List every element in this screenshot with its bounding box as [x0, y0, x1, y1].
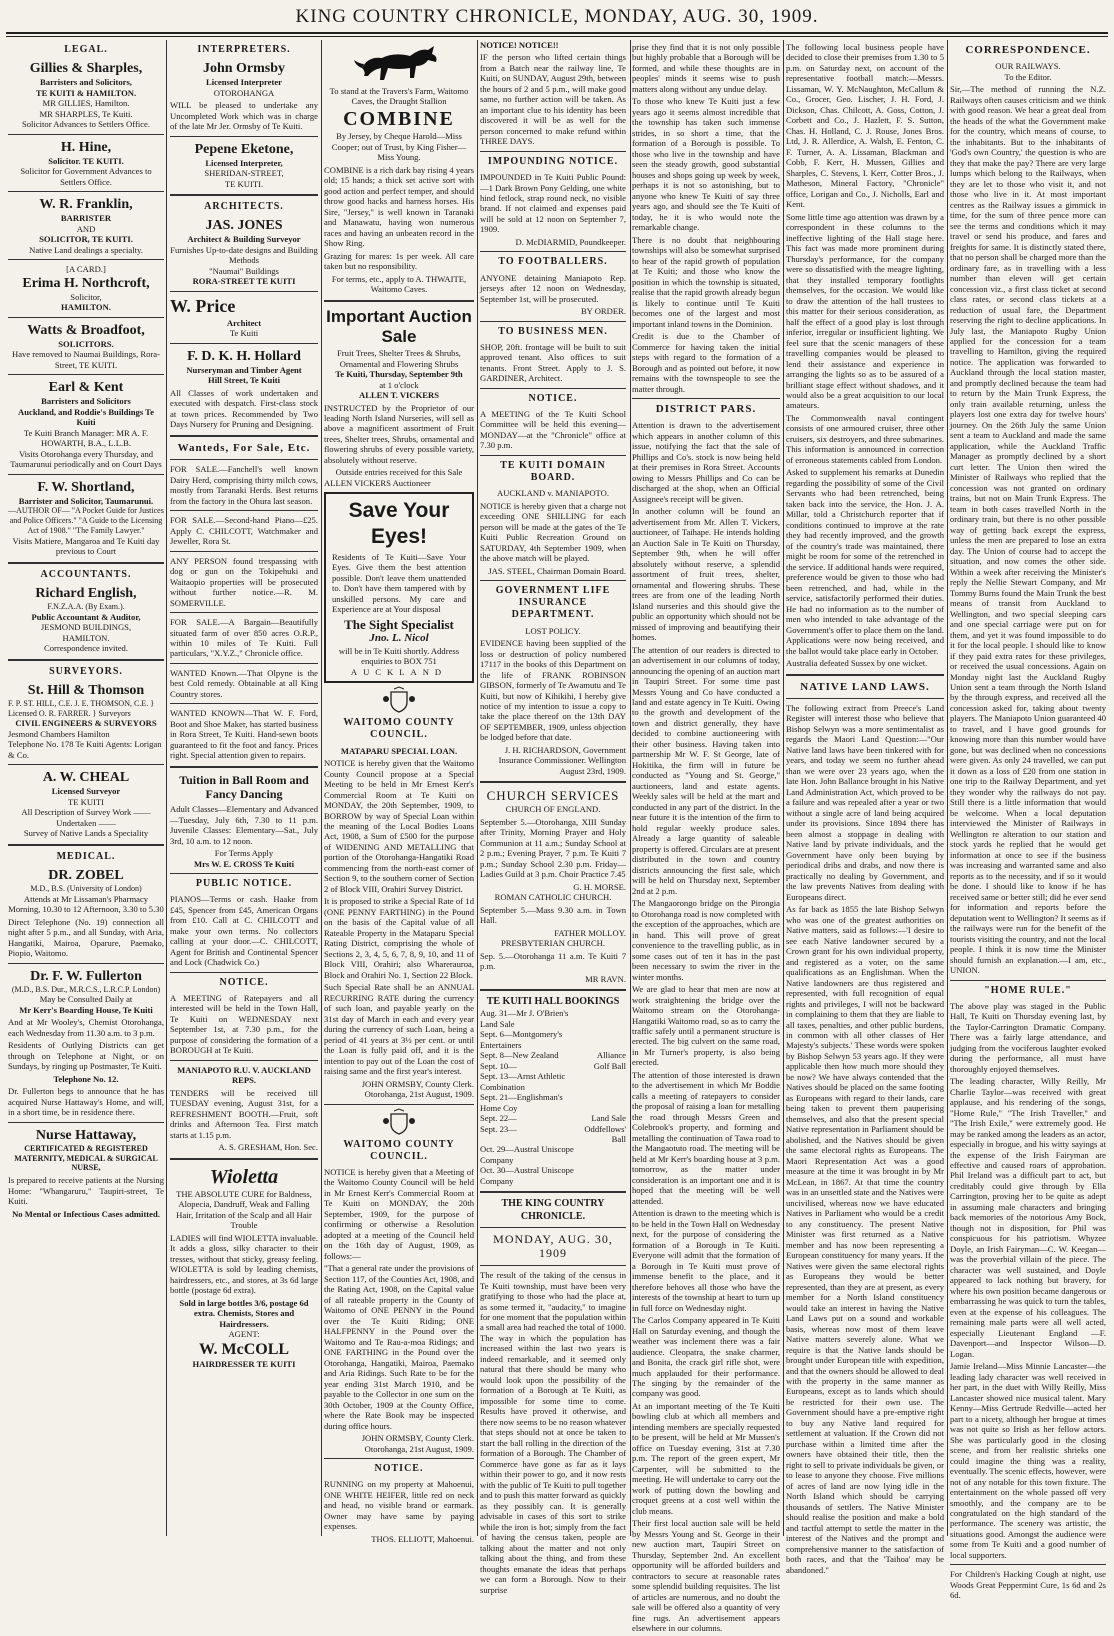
ad-name: Gillies & Sharples,: [29, 61, 143, 77]
ad-line: Auckland, and Roddie's Buildings Te Kuiti: [18, 406, 154, 428]
ad-line: CHURCH OF ENGLAND.: [505, 804, 601, 815]
table-row: [480, 1124, 626, 1145]
article-paragraph: The attention of our readers is directed to an advertisement in our columns of today, announcing the opening of an auction mart in Taupiri Street. For some time past Messrs Young and Co have conducted a land and estate agency in Te Kuiti. Owing to the growth and development of the town and district generally, they have decided to combine auctioneering with their other business. Having taken into partnership Mr W. F. St George, late of Hokitika, the firm will in future be conducted as "Young and St. George," auctioneers, land and estate agents. Weekly sales will be held at the mart and conducted in any part of the district. In the near future it is the intention of the firm to hold regular weekly produce sales. Already a large quantity of saleable property is offered. Circulars are at present distributed in the town and country districts announcing the first sale, which will be held on Thursday next, September 2nd at 2 p.m.: [632, 644, 780, 896]
ad-line: Visits Otorohanga every Thursday, and Taumarunui periodically and on Court Days: [10, 448, 162, 470]
ad-line: Jesmond Chambers Hamilton: [8, 728, 110, 739]
ad-line: Te Kuiti, Thursday, September 9th: [335, 369, 463, 380]
ad-line: Barrister and Solicitor, Taumarunui.: [18, 495, 154, 506]
ad-line: Licensed Surveyor: [51, 786, 121, 797]
ad-body: LADIES will find WIOLETTA invaluable. It adds a gloss, silky character to their tresses, without that sticky, greasy feeling. WIOLETTA is sold by leading chemists, hairdressers, etc., and stores, at 3s 6d large bottle (postage 6d extra).: [170, 1232, 318, 1296]
ad-name: Tuition in Ball Room and Fancy Dancing: [179, 772, 309, 802]
editorial-body: The result of the taking of the census in Te Kuiti township, must have been very gratifying to those who had the place at, as some termed it, "audacity," to imagine for one moment that the population within a small area had reached the total of 1000. The way in which the population has increased within the last two years is indeed remarkable, and it seemed only natural that there should be many who would look upon the possibility of the formation of a Borough at Te Kuiti, as impossible for some time to come. Results have proved it otherwise, and there now seems to be no reason whatever that steps should not at once be taken to start the ball rolling in the direction of the formation of a Borough. The Chamber of Commerce have gone as far as it lays within their power to go, and it now rests with the public of Te Kuiti to pull together and to push this matter forward as quickly as they possibly can. It is generally advisable in cases of this sort to strike while the iron is hot; simply from the fact of having the census taken, people are talking about the matter and not only talking about the thing, and from these thoughts emanate the ideas that perhaps we can form a Borough. Now to their surprise: [480, 1270, 626, 1595]
ad-line: ROMAN CATHOLIC CHURCH.: [494, 892, 612, 903]
column-news: [786, 40, 944, 1575]
ad-line: "Naumai" Buildings: [209, 265, 279, 276]
article-paragraph: As far back as 1855 the late Bishop Selwyn who was one of the greatest authorities on Native matters, said as follows:—'I desire to see each Native landowner secured by a Crown grant for his own individual property, and registered as a voter, on the same qualifications as an Englishman. When the Native landowners are thus registered and represented, with full recognition of equal rights and privileges, I will not be backward in complaining to them that they are liable to all taxes, penalties, and other public burdens, in common with all other classes of Her Majesty's subjects.' These words were spoken by Bishop Selwyn 53 years ago. If they were applicable then how much more should they be now? We have always contended that the Natives should be placed on the same footing as Europeans with regard to their lands, care being taken to prevent them pauperising themselves, and also that the present special Native representation in Parliament should be abolished, and the Natives should be given the same electoral rights as Europeans. The Maori Representation Act was a good measure at the time it was brought in by Mr McLean, in 1867. At that time the country was in an unsettled state and the Natives were uncivilised, whereas now we have educated Natives in Parliament who would be a credit to any constituency. The present Native Minister was first returned as a Native member and has now been representing a European constituency for many years. If the Natives were given the same electoral rights as Europeans they would be better represented, than they are at present, as every member for a North Island constituency would take an interest in having the Native Land Laws put on a sound and workable basis, whereas now most of them leave Native matters severely alone. What we require is that the Native lands should be brought under European title with expedition, and that the owners should be allowed to deal with the property in the same manner as Europeans, except as to lands which should be restricted for their own use. The Government should have a pre-emptive right to buy any Native land required for settlement at valuation. If the Crown did not purchase within a limited time after the owners have obtained their title, then the right to sell to private individuals be given, or to lease to anyone they choose. Five millions of acres of land are now lying idle in the North Island which should be carrying thousands of settlers. The Native Minister should realise the position and make a bold and tactful attempt to settle the matter in the interest of the Natives and the prompt and comprehensive manner to the satisfaction of both races, and that the 'Taihoa' may be abandoned.": [786, 904, 944, 1575]
ad-line: SOLICITOR, TE KUITI.: [39, 234, 133, 245]
table-row: [480, 1092, 626, 1113]
column-interpreters: [170, 40, 318, 1536]
article-paragraph: Their first local auction sale will be held by Messrs Young and St. George in their new auction mart, Taupiri Street on Thursday, September 2nd. An excellent opportunity will be afforded builders and contractors to secure at reasonable rates some splendid building requisites. The list of articles are numerous, and no doubt the sale will be offered also a quantity of very fine rugs. An advertisement appears elsewhere in our columns.: [632, 1518, 780, 1634]
notice-body: "That a general rate under the provisions of Section 117, of the Counties Act, 1908, and the Rating Act, 1908, on the Capital value of all rateable property in the County of Waitomo of ONE PENNY in the Pound over the Te Kuiti Riding; ONE HALFPENNY in the Pound over the Waitomo and Te Rau-a-moa Ridings; and ONE FARTHING in the Pound over the Otorohanga, Hangatiki, Mairoa, Paemako and Aria Ridings. Such Rate to be for the year ending 31st March 1910, and be payable to the Collector in one sum on the 30th October, 1909 at the County Office, where the Rate Book may be inspected during office hours.: [324, 1263, 474, 1431]
ad-name: St. Hill & Thomson: [27, 682, 145, 698]
ad-line: Telephone No. 178 Te Kuiti Agents: Lorigan & Co.: [8, 739, 162, 760]
ad-body: A MEETING of Ratepayers and all interested will be held in the Town Hall, Te Kuiti on WEDNESDAY next September 1st, at 7.30 p.m., for the purpose of considering the formation of a BOROUGH at Te Kuiti.: [170, 992, 318, 1056]
ad-line: CIVIL ENGINEERS & SURVEYORS: [15, 718, 157, 729]
ad-line: To the Editor.: [1004, 71, 1052, 82]
ad-body: Residents of Te Kuiti—Save Your Eyes. Give them the best attention possible. Don't leave them unattended to. Don't have them tampered with by unskilled persons. My care and Experience are at Your disposal: [332, 551, 466, 615]
subcolumn-editorial: [632, 40, 780, 1636]
ad-line: SOLICITORS.: [58, 338, 114, 349]
section-heading: DISTRICT PARS.: [655, 402, 757, 415]
ad-body: COMBINE is a rich dark bay rising 4 years old; 15 hands; a thick set active sort with good action and perfect temper, and should throw good hacks and harness horses. His Sire, "Jersey," is well known in Taranaki and Manawatu, having won numerous races and having an unbeaten record in the Show Ring.: [324, 164, 474, 249]
booking-detail: [575, 1008, 626, 1029]
booking-detail: Land Sale: [591, 1113, 626, 1124]
article-paragraph: Attention is drawn to the advertisement which appears in another column of this issue, notifying the fact that the sale of Phillips and Co's. stock is now being held at their premises in Rora Street. Accounts owing to Messrs Phillips and Co can be discharged at the shop, when an Official Assignee's receipt will be given.: [632, 420, 780, 504]
ad-name: DR. ZOBEL: [48, 867, 124, 883]
column-legal: [8, 40, 164, 1536]
ad-line: May be Consulted Daily at: [39, 994, 133, 1005]
classified-ad: FOR SALE.—A Bargain—Beautifully situated farm of over 850 acres O.R.P., within 10 miles of Te Kuiti. Full particulars, "X.Y.Z.," Chronicle office.: [170, 617, 318, 659]
ad-name: Richard English,: [35, 585, 137, 601]
classified-ad: ANY PERSON found trespassing with dog or gun on the Tokipehuki and Waitaopio properties will be prosecuted without further notice.—R. M. SOMERVILLE.: [170, 555, 318, 608]
section-heading: PUBLIC NOTICE.: [195, 878, 293, 889]
ad-line: JAS. STEEL, Chairman Domain Board.: [488, 565, 626, 576]
ad-body: INSTRUCTED by the Proprietor of our leading North Island Nurseries, will sell as above a magnificent assortment of Fruit trees, Shelter trees, Shrubs, ornamental and flowering shrubs of every possible variety, absolutely without reserve.: [324, 402, 474, 465]
column-rule: [477, 40, 478, 1536]
ad-line: PRESBYTERIAN CHURCH.: [500, 938, 606, 949]
section-heading: NATIVE LAND LAWS.: [800, 680, 930, 693]
section-heading: NOTICE.: [374, 1463, 424, 1475]
notice-body: NOTICE is hereby given that a Meeting of the Waitomo County Council will be held in Mr Ernest Kerr's Commercial Room at Te Kuiti on MONDAY, the 20th September, 1909, for the purpose of confirming or otherwise a Resolution adopted at a meeting of the Council held on the 16th day of August, 1909, as follows:—: [324, 1166, 474, 1261]
ad-name: W. McCOLL: [198, 1340, 290, 1358]
ad-name: H. Hine,: [60, 139, 112, 155]
ad-name: John Ormsby: [202, 61, 286, 77]
section-heading: GOVERNMENT LIFE INSURANCE DEPARTMENT.: [495, 585, 611, 621]
ad-name: Pepene Eketone,: [194, 141, 294, 157]
editorial-body: To those who knew Te Kuiti just a few years ago it seems almost incredible that the township has taken such immense strides, in so short a time, that the formation of a Borough is possible. To those who live in the township and have seen the steady growth, good substantial houses and shops going up week by week, perhaps it is not so astonishing, but to anyone who knew Te Kuiti of say three years ago, and should see the Te Kuiti of today, he it is who would note the remarkable change.: [632, 96, 780, 233]
editorial-body: prise they find that it is not only possible but highly probable that a Borough will be formed, and while these thoughts are in peoples' minds it seems wise to push matters along without any undue delay.: [632, 42, 780, 94]
editorial-title: THE KING COUNTRY CHRONICLE.: [501, 1198, 605, 1222]
booking-detail: [575, 1165, 626, 1186]
booking-detail: [575, 1071, 626, 1092]
editorial-body: There is no doubt that neighbouring townships will also be somewhat surprised to hear of the rapid growth of population at Te Kuiti; and those who know the position in which the township is situated, realise that the rapid growth already begun is likely to continue until Te Kuiti becomes one of the largest and most important inland towns in the Dominion.: [632, 234, 780, 329]
ad-name: Save Your Eyes!: [348, 499, 450, 548]
booking-event: Oct. 29—Austral Uniscope Company: [480, 1144, 574, 1165]
ad-line: BARRISTER: [60, 213, 112, 224]
ad-line: Survey of Native Lands a Speciality: [23, 828, 149, 839]
ad-body: Residents of Outlying Districts can get through on Telephone at Night, or on Sundays, by ringing up Postmaster, Te Kuiti.: [8, 1040, 164, 1072]
ad-line: TE KUITI & HAMILTON.: [35, 87, 137, 98]
ad-line: [A CARD.]: [66, 264, 106, 275]
ad-name: A. W. CHEAL: [42, 770, 130, 786]
ad-line: HAMILTON.: [62, 632, 110, 643]
ad-line: MATAPARU SPECIAL LOAN.: [340, 745, 458, 756]
ad-line: Te Kuiti Branch Manager: MR A. F. HOWARTH, B.A., L.L.B.: [23, 427, 149, 449]
table-row: [480, 1050, 626, 1060]
ad-line: ALLEN T. VICKERS: [359, 390, 439, 401]
ad-line: F. P. ST. HILL, C.E. J. E. THOMSON, C.E. } Licensed O. R. FARRER. } Surveyors: [8, 698, 155, 718]
ad-line: AUCKLAND v. MANIAPOTO.: [497, 488, 609, 499]
article-paragraph: The following extract from Preece's Land Register will interest those who believe that Bishop Selwyn was a more sentimentalist as regards the Maori Land Question:—"Our Native land laws have been tinkered with for years, and today we seem no further ahead than we were over 23 years ago, when the late Hon. John Ballance brought in his Native Land Administration Act, which proved to be a failure and was repealed after a year or two without a single acre of land being acquired under its provisions. Since 1894 there has been almost a stoppage in dealing with Native land by private individuals, and the Government have only been buying by periodical dribs and drabs, and now there is practically no dealing by Government, and the law prevents Natives from dealing with Europeans direct.: [786, 702, 944, 902]
ad-name: Watts & Broadfoot,: [27, 322, 145, 338]
ad-line: MR GILLIES, Hamilton.: [42, 98, 130, 109]
ad-name: JAS. JONES: [205, 218, 283, 234]
ad-line: at 1 o'clock: [379, 379, 419, 390]
section-heading: LEGAL.: [64, 44, 108, 55]
sight-specialist-ad: [324, 492, 474, 683]
ad-line: OTOROHANGA: [213, 87, 275, 98]
column-rule: [947, 40, 948, 1536]
ad-line: TE KUITI.: [224, 178, 264, 189]
booking-event: Sept. 10—: [480, 1060, 517, 1071]
ad-line: SHERIDAN-STREET,: [204, 168, 284, 179]
table-row: [480, 1165, 626, 1186]
booking-event: Sept. 23—: [480, 1123, 517, 1134]
section-heading: TE KUITI HALL BOOKINGS: [486, 996, 620, 1007]
notice-body: RUNNING on my property at Mahoenui, ONE WHITE HEIFER, little red on neck and head, no visible brand or earmark. Owner may have same by paying expenses.: [324, 1479, 474, 1532]
masthead-rule: [6, 32, 1108, 34]
ad-line: Jno. L. Nicol: [369, 632, 429, 645]
article-paragraph: The Mangaorongo bridge on the Pirongia to Otorohanga road is now completed with the exception of the approaches, which are in hand. This will prove of great convenience to the travelling public, as in some cases out of ten it has in the past been necessary to swim the river in the winter months.: [632, 898, 780, 982]
ad-line: (M.D., B.S. Dur., M.R.C.S., L.R.C.P. London): [11, 984, 161, 994]
ad-line: F.N.Z.A.A. (By Exam.).: [47, 601, 125, 611]
section-heading: Wanteds, For Sale, Etc.: [177, 441, 311, 454]
booking-event: Sept. 21—Englishman's Home Coy: [480, 1092, 563, 1113]
ad-name: W. Price: [170, 295, 236, 316]
ad-line: FATHER MOLLOY.: [554, 927, 626, 938]
ad-line: TE KUITI: [67, 796, 105, 807]
column-rule: [166, 40, 167, 1536]
ad-line: By Jersey, by Cheque Harold—Miss Cooper; out of Trust, by King Fisher—Miss Young.: [331, 131, 467, 163]
column-rule: [321, 40, 322, 1536]
horse-illustration: [354, 42, 444, 84]
column-rule: [783, 40, 784, 1536]
notice-body: September 5.—Mass 9.30 a.m. in Town Hall.: [480, 904, 626, 926]
ad-line: Solicitor Advances to Settlers Office.: [21, 119, 150, 130]
ad-body: Is prepared to receive patients at the Nursing Home: "Whangaruru," Taupiri-street, Te Kuiti.: [8, 1175, 164, 1207]
ad-line: Native Land dealings a specialty.: [29, 244, 143, 255]
booking-detail: Alliance: [596, 1050, 626, 1061]
ad-line: —AUTHOR OF— "A Pocket Guide for Justices and Police Officers." "A Guide to the Licensing Act of 1908." "The Family Lawyer.": [8, 506, 164, 535]
ad-line: Nurseryman and Timber Agent: [186, 364, 302, 375]
coat-of-arms-icon: [382, 687, 416, 713]
ad-line: Architect: [226, 317, 262, 328]
ad-line: Te Kuiti: [229, 328, 259, 339]
table-row: [480, 1144, 626, 1165]
notice-body: NOTICE is hereby given that a charge not exceeding ONE SHILLING for each person will be made at the gates of the Te Kuiti Public Recreation Ground on SATURDAY, 4th September 1909, when the above match will be played.: [480, 500, 626, 564]
table-row: [480, 1029, 626, 1050]
ad-body: Grazing for mares: 1s per week. All care taken but no responsibility.: [324, 250, 474, 272]
ad-line: J. H. RICHARDSON, Government Insurance Commissioner. Wellington August 23rd, 1909.: [498, 744, 626, 776]
notice-body: Such Special Rate shall be an ANNUAL RECURRING RATE during the currency of such loan, and payable yearly on the 31st day of March in each and every year during the currency of such Loan, being a period of 41 years at 3½ per cent. or until the Loan is fully paid off, and it is the intention to pay out of the Loan the cost of raising same and the first year's interest.: [324, 982, 474, 1077]
booking-event: Sept. 6—Montgomery's Entertainers: [480, 1029, 563, 1050]
ad-line: OUR RAILWAYS.: [995, 61, 1061, 72]
classified-ad: WANTED Known.—That Olpyne is the best Cold remedy. Obtainable at all King Country stores.: [170, 667, 318, 699]
article-paragraph: The Carlos Company appeared in Te Kuiti Hall on Saturday evening, and though the weather was inclement there was a fair audience. Cleopatra, the snake charmer, and Bonita, the crack girl rifle shot, were much applauded for their performance. The singing by the remainder of the company was good.: [632, 1315, 780, 1399]
article-paragraph: Attention is drawn to the meeting which is to be held in the Town Hall on Wednesday next, for the purpose of considering the formation of a Borough in Te Kuiti. Everyone will admit that the formation of a Borough in Te Kuiti must prove of immense benefit to the place, and it therefore behoves all those who have the interests of the township at heart to turn up in full force on Wednesday night.: [632, 1208, 780, 1313]
classified-ad: WANTED KNOWN—That W. F. Ford, Boot and Shoe Maker, has started business in Rora Street, Te Kuiti. Hand-sewn boots guaranteed to fit the foot and fancy. Prices right. Special attention given to repairs.: [170, 708, 318, 761]
article-paragraph: We are glad to hear that men are now at work straightening the bridge over the Waitomo stream on the Otorohanga-Hangatiki Waitomo road, so as to carry the traffic safely until a permanent structure is erected. The big culvert on the same road, in Mr Turner's property, is also being erected.: [632, 984, 780, 1068]
table-row: [480, 1008, 626, 1029]
table-row: [480, 1061, 626, 1071]
article-paragraph: The following local business people have decided to close their premises from 1.30 to 5 p.m. on Saturday next, on account of the representative football match:—Messrs. Lissaman, W. Y. McNaughton, McCallum & Co., Grocer, Geo. Lischer, J. H. Ford, J. Dickson, Chas. Chilcott, A. Goss, Cotton, J. Corbett and Co., J. Hazlett, F. S. Sutton, Chas. H. Holland, C. J. Rouse, Jones Bros. Ltd, J. R. Allerdice, A. Walsh, E. Fenton, C. F. Turner, A. A. Lissaman, Blackman and Cobb, F. Kerr, H. Mussen, Gillies and Sharples, C. Stevens, I. Kerr, Cotter Bros., J. Matheson, Mineral Factory, "Chronicle" office, Lorigan and Co., J. Nicholls, Earl and Kent.: [786, 42, 944, 210]
ad-line: JOHN ORMSBY, County Clerk. Otorohanga, 21st August, 1909.: [361, 1078, 474, 1100]
ad-line: D. McDIARMID, Poundkeeper.: [515, 236, 626, 247]
ad-line: G. H. MORSE.: [573, 881, 626, 892]
ad-line: MATERNITY, MEDICAL & SURGICAL NURSE,: [14, 1153, 158, 1173]
ad-body: TENDERS will be received till TUESDAY evening, August 31st, for a REFRESHMENT BOOTH.—Fruit, soft drinks and Afternoon Tea. First match starts at 1.15 p.m.: [170, 1087, 318, 1140]
masthead-rule-thin: [6, 36, 1108, 37]
column-ads: [324, 40, 474, 1544]
ad-line: AGENT:: [228, 1329, 260, 1340]
article-paragraph: Jamie Ireland—Miss Minnie Lancaster—the leading lady character was well received in her part, in the duet with Willy Reilly, Miss Lancaster showed nice musical talent. Mary Kenny—Miss Gertrude Redville—acted her part to a nicety, although her brogue at times was not quite so Irish as her fellow actors. She was particularly good in the closing scene, and from her realistic shrieks one could imagine the thing was a reality, eventually. The scenic effects, however, were not of any notable for this town fixture. The entertainment on the whole passed off very smoothly, and the company are to be congratulated on the high standard of the performance. The scenery was artistic, the situations good. Amongst the audience were some from Te Kuiti and a good number of local supporters.: [950, 1361, 1106, 1560]
article-paragraph: In another column will be found an advertisement from Mr. Allen T. Vickers, auctioneer, of Taihape. He intends holding an Auction Sale in Te Kuiti on Thursday, September 9th, when he will offer absolutely without reserve, a splendid assortment of fruit trees, shelter, ornamental and flowering shrubs. These trees are from one of the leading North Island nurseries and this should give the public an opportunity which should not be missed of improving and beautifying their homes.: [632, 506, 780, 643]
ad-line: M.D., B.S. (University of London): [30, 883, 142, 893]
ad-line: HAMILTON.: [61, 302, 111, 313]
ad-body: All Classes of work undertaken and executed with despatch. First-class stock at town prices. Recommended by Two Days Nursery for Pruning and Designing.: [170, 387, 318, 430]
ad-line: Public Accountant & Auditor,: [31, 611, 141, 622]
section-heading: INTERPRETERS.: [197, 44, 291, 55]
article-paragraph: The above play was staged in the Public Hall, Te Kuiti on Thursday evening last, by the Taylor-Carrington Dramatic Company. There was a fairly large attendance, and judging from the vociferous laughter evoked during the performance, all must have thoroughly enjoyed themselves.: [950, 1000, 1106, 1074]
ad-line: MR SHARPLES, Te Kuiti.: [39, 108, 133, 119]
booking-detail: [575, 1144, 626, 1165]
classified-ad: FOR SALE.—Fanchell's well known Dairy Herd, comprising thirty milch cows, mostly from Taranaki Herds. Best returns from the factory in the Ohura last season.: [170, 464, 318, 506]
ad-name: Important Auction Sale: [326, 306, 472, 347]
classified-ad: FOR SALE.—Second-hand Piano—£25. Apply C. CHILCOTT, Watchmaker and Jeweller, Rora St.: [170, 515, 318, 547]
booking-event: Sept. 13—Arnst Athletic Combination: [480, 1071, 566, 1092]
ad-line: Hill Street, Te Kuiti: [208, 375, 280, 386]
notice-body: NOTICE is hereby given that the Waitomo County Council propose at a Special Meeting to be held in Mr Ernest Kerr's Commercial Room at Te Kuiti on MONDAY, the 20th September, 1909, to BORROW by way of Special Loan within the meaning of the Local Bodies Loans Act, 1908, a Sum of £500 for the purpose of WIDENING AND METALLING that portion of the Otorohanga-Hangatiki Road commencing from the north-east corner of Section 9, to the southern corner of Section 2 of Block VIII, Orahiri Survey District.: [324, 758, 474, 894]
ad-line: To stand at the Travers's Farm, Waitomo Caves, the Draught Stallion: [329, 86, 469, 107]
ad-line: Solicitor for Government Advances to Settlers Office.: [20, 166, 152, 187]
ad-line: will be in Te Kuiti shortly. Address enquiries to BOX 751: [338, 645, 460, 667]
ad-body: PIANOS—Terms or cash. Haake from £45, Spencer from £45, American Organs from £10. Call at C. CHILCOTT and make your own terms. No collectors calling at your door.—C. CHILCOTT, Agent for British and Continental Spencer and Lock (Chadwick Co.): [170, 894, 318, 968]
ad-line: Barristers and Solicitors,: [40, 77, 132, 88]
booking-event: Sept. 22—: [480, 1113, 517, 1124]
ad-line: MANIAPOTO R.U. V. AUCKLAND REPS.: [177, 1064, 311, 1086]
booking-event: Aug. 31—Mr J. O'Brien's Land Sale: [480, 1008, 569, 1029]
section-heading: CHURCH SERVICES: [486, 788, 620, 804]
ad-line: RORA-STREET TE KUITI: [192, 276, 296, 287]
ad-line: Furnishes Up-to-date designs and Building Methods: [170, 244, 318, 266]
ad-line: Fruit Trees, Shelter Trees & Shrubs, Ornamental and Flowering Shrubs: [337, 348, 461, 369]
ad-line: Solicitor. TE KUITI.: [48, 155, 124, 166]
ad-line: Barristers and Solicitors: [41, 396, 131, 407]
ad-body: WILL be pleased to undertake any Uncompleted Work which was in charge of the late Mr Jer. Ormsby of Te Kuiti.: [170, 100, 318, 132]
ad-name: F. D. K. H. Hollard: [187, 348, 301, 364]
notice-body: It is proposed to strike a Special Rate of 1d (ONE PENNY FARTHING) in the Pound on the basis of the Capital value of all Rateable Property in the Mataparu Special Rating District, comprising the whole of Sections 2, 3, 4, 5, 6, 7, 8, 9, 10, and 11 of Block VIII, Orahiri; also Wharerauroa, Block and Orahiri No. 1, Section 22 Block.: [324, 896, 474, 980]
article-paragraph: At an important meeting of the Te Kuiti bowling club at which all members and intending members are specially requested to be present, will be held at Mr Mussen's office on Tuesday evening, 31st at 7.30 p.m. The report of the green expert, Mr Carpenter, will be submitted to the meeting. He will undertake to carry out the work of putting down the bowling and croquet greens at a cost well within the club means.: [632, 1400, 780, 1516]
ad-name: W. R. Franklin,: [39, 197, 133, 213]
section-heading: TE KUITI DOMAIN BOARD.: [500, 459, 606, 483]
subcolumn-notices: [480, 40, 626, 1597]
coat-of-arms-icon: [382, 1109, 416, 1135]
notice-body: SHOP, 20ft. frontage will be built to suit approved tenant. Also offices to suit tenants. Front Street. Apply to J. S. GARDINER, Architect.: [480, 341, 626, 384]
ad-name: Dr. F. W. Fullerton: [30, 968, 142, 984]
ad-line: No Mental or Infectious Cases admitted.: [12, 1208, 160, 1219]
booking-detail: Oddfellows' Ball: [584, 1123, 626, 1144]
article-paragraph: The leading character, Willy Reilly, Mr Charlie Taylor—was received with great applause, and his rendering of the songs, "Home Rule," "The Irish Traveller," and "The Irish Exile," were extremely good. He may be ranked among the leaders as an actor, especially in brogue, and his witty sayings at the expense of the Irish Fairyman are effective and caused roars of approbation. Phil Ireland was a difficult part to act, but creditably could give through by Ella Carrington, proving her to be quite as adept in assuming male characters and bringing back memories of the notorious Amy Bock, though not in disposition, for Phil was conspicuous for his patriotism. Whyzee Doyle, an Irish Fairyman—C. W. Keegan—was the proverbial villain of the piece. The character was well sustained, and Doyle appeared to lack nothing but bravery, for where his own position became dangerous or embarrassing he was quick to turn the tables, even at the expense of his colleagues. The remaining male parts were all well acted, especially Lieutenant England —F. Davenport—and Inspector Wilson—D. Logan.: [950, 1076, 1106, 1359]
ad-line: AUCKLAND: [350, 666, 448, 677]
booking-detail: [575, 1029, 626, 1050]
ad-line: Architect & Building Surveyor: [187, 234, 301, 245]
ad-name: Nurse Hattaway,: [35, 1127, 137, 1143]
ad-line: Telephone No. 12.: [53, 1073, 119, 1084]
column-notices-editorial: [480, 40, 780, 1634]
ad-line: NOTICE! NOTICE!!: [480, 40, 559, 50]
section-heading: ARCHITECTS.: [204, 201, 284, 213]
ad-name: Wioletta: [209, 1165, 279, 1188]
ad-line: HAIRDRESSER TE KUITI: [192, 1359, 296, 1370]
ad-line: Licensed Interpreter: [206, 77, 282, 88]
notice-body: EVIDENCE having been supplied of the loss or destruction of policy numbered 17117 in the books of this Department on the life of FRANK ROBINSON GIBSON, formerly of Te Awamutu and Te Kuiti, but now of Kihikihi, I hereby give notice of my intention to issue a copy to take the place thereof on the 13th DAY OF SEPTEMBER, 1909, unless objection be lodged before that date.: [480, 638, 626, 743]
ad-line: Attends at Mr Lissaman's Pharmacy Morning, 10.30 to 12 Afternoon, 3.30 to 5.30: [8, 893, 164, 915]
booking-detail: [575, 1092, 626, 1113]
ad-line: AND: [76, 223, 96, 234]
ad-line: THE ABSOLUTE CURE for Baldness, Alopecia, Dandruff, Weak and Falling Hair, Irritation of the Scalp and all Hair Trouble: [176, 1188, 312, 1231]
ad-line: LOST POLICY.: [525, 625, 581, 636]
ad-line: JESMOND BUILDINGS,: [40, 622, 132, 633]
section-heading: ACCOUNTANTS.: [40, 568, 132, 580]
ad-line: Mrs W. E. CROSS Te Kuiti: [193, 858, 295, 869]
notice-body: A MEETING of the Te Kuiti School Committee will be held this evening—MONDAY—at the "Chronicle" office at 7.30 p.m.: [480, 408, 626, 451]
hall-bookings-table: [480, 1008, 626, 1186]
ad-body: Dr. Fullerton begs to announce that he has acquired Nurse Hattaway's Home, and will, in a short time, be in residence there.: [8, 1086, 164, 1118]
ad-name: Earl & Kent: [48, 380, 124, 396]
ad-line: Sold in large bottles 3/6, postage 6d extra. Chemists, Stores and Hairdressers.: [179, 1297, 309, 1329]
editorial-date: MONDAY, AUG. 30, 1909: [493, 1231, 613, 1261]
ad-line: MR RAVN.: [585, 973, 626, 984]
ad-line: For terms, etc., apply to A. THWAITE, Waitomo Caves.: [331, 273, 467, 295]
section-heading: WAITOMO COUNTY COUNCIL.: [343, 717, 455, 741]
ad-line: Correspondence invited.: [43, 643, 128, 654]
column-correspondence: [950, 40, 1106, 1601]
section-heading: MEDICAL.: [56, 850, 116, 862]
section-heading: NOTICE.: [528, 392, 578, 404]
article-paragraph: The attention of those interested is drawn to the advertisement in which Mr Boddie calls a meeting of ratepayers to consider the proposal of raising a loan for metalling the road through Messrs Green and Colebrook's property, and forming and metalling the continuation of Tawa road to the Mangaotuto road. The meeting will be held at Mr Kerr's boarding house at 3 p.m. tomorrow, as the matter under consideration is an important one and it is hoped that the meeting will be well attended.: [632, 1069, 780, 1206]
ad-line: Outside entries received for this Sale: [335, 467, 463, 478]
ad-line: Visits Matiere, Mangaroa and Te Kuiti day previous to Court: [12, 535, 160, 557]
ad-body: Adult Classes—Elementary and Advanced—Tuesday, July 6th, 7.30 to 11 p.m. Juvenile Classes: Elementary—Sat., July 3rd, 10 a.m. to 12 noon.: [170, 804, 318, 846]
table-row: [480, 1071, 626, 1092]
section-heading: IMPOUNDING NOTICE.: [487, 155, 619, 167]
ad-name: Erima H. Northcroft,: [22, 275, 150, 291]
ad-line: ALLEN VICKERS Auctioneer: [324, 477, 431, 488]
booking-event: Sept. 8—New Zealand: [480, 1050, 559, 1061]
article-paragraph: Australia defeated Sussex by one wicket.: [786, 658, 928, 669]
notice-body: IF the person who lifted certain things from a Batch near the railway line, Te Kuiti, on SUNDAY, August 29th, between the hours of 2 and 5 p.m., will make good same, no further action will be taken. As an important clue to his identity has been discovered it will be as well for the person concerned to make refund within THREE DAYS.: [480, 52, 626, 147]
table-row: [480, 1113, 626, 1123]
notice-body: ANYONE detaining Maniapoto Rep. jerseys after 12 noon on Wednesday, September 1st, will be prosecuted.: [480, 272, 626, 304]
booking-detail: Golf Ball: [593, 1060, 626, 1071]
ad-body: Direct Telephone (No. 19) connection all night after 5 p.m., and all Sunday, with Aria, Hangatiki, Mairoa, Oparure, Paemako, Piopio, Waitomo.: [8, 916, 164, 959]
ad-line: JOHN ORMSBY, County Clerk. Otorohanga, 21st August, 1909.: [361, 1433, 474, 1454]
section-heading: WAITOMO COUNTY COUNCIL.: [343, 1138, 455, 1162]
article-paragraph: Some little time ago attention was drawn by a correspondent in these columns to the ineffective lighting of the Hall stage here. This fact was made more prominent during Thursday's performance, for the company were so dissatisfied with the meagre lighting, that they installed temporary footlights themselves, for the occasion. We would like to draw the attention of the hall trustees to this matter for their serious consideration, as half the effect of a good play is lost through inferior, irregular or insufficient lighting. We feel sure that the scenic managers of these travelling companies would be pleased to lend their assistance and experience in arranging the lights so as to be assured of a brilliant stage effect without shadows, and it would also be a great acquisition to our local amateurs.: [786, 211, 944, 411]
section-heading: CORRESPONDENCE.: [965, 44, 1091, 56]
ad-line: For Terms Apply: [214, 848, 274, 859]
letter-body: Sir,—The method of running the N.Z. Railways often causes criticism and we think with good reason. We hear a great deal from the heads of the what the Government make for the country, which means of course, to the inhabitants. But to the inhabitants of 'God's own Country,' the question is who are they that make the pay? There are very large lumps which belong to the Railways, when they are let to those who visit it, and not those who live in it. At most important centres as the Railway issues a gimmick in time, for the sum of three pence more can see the terms and conditions which it may travel or send his produce, and fares and freights for same. It is distinctly stated there, that no person shall be charged more than the ordinary fare, as in travelling with a less number than eleven will get certain concession viz., a first class ticket at second class rates, or second class tickets at a reduction of usual fare, the Department reserving the right to decline applications. In July last, the Maniapoto Rugby Union applied for the concession for a team travelling to Hamilton, giving the required notice. The application was forwarded to Auckland through the local station master, and promptly declined because the team had to return by the Main Trunk Express, the only train available returning, unless the players lost one extra day for twelve hours' journey. On the 26th July the same Union sent a team to Auckland and made the same application, while the Auckland Traffic Manager as promptly declined by a short curt letter. The Union then wired the Minister of Railways who replied that the concession was not granted on ordinary trains, but not on Main Trunk Express. The team in both cases travelled North in the ordinary train, but there is no other possible way of getting back except the express, unless the men are prepared to lose an extra day. The Union of course had to accept the situation, and now comes the other side. Within a week after receiving the Minister's reply the Nellie Stewart Company, and Mr Tommy Burns found the Main Trunk the best means of transit from Auckland to Wellington, and two special sleeping cars and one special carriage were put on for them, and yet it was found impossible to do it for the local people. I should like to know if they paid extra rates for these privileges, or received the usual concessions. Again on Monday night last the Auckland Rugby Union sent a team through the North Island by the through express, and received all the concession asked for, taking about twenty players. The Maniapoto Union guaranteed 40 to travel, and I have good grounds for knowing more than this number would have gone, but was declined when no concessions were given. As only 24 travelled, we can put it down as a loss of £20 from one station in one trip to the Railway Department, and yet they wonder why the railways do not pay. Still there is a little information that would be welcome. When a local deputation interviewed the Minister of Railways in Wellington re alteration to our station and stock yards he replied that he would get information at once to see if the business was increasing and warranted same and also reports as to the necessity, and if so it would be done. I should like to know if he has received same or better still; did he ever send for information and reports before the deputation went to Wellington? It seems as if the railways were run for the benefit of the tourists visiting the country, and not the local people. I think it is now time the Minister should furnish an explanation.—I am, etc., UNION.: [950, 84, 1106, 976]
ad-line: CERTIFICATED & REGISTERED: [24, 1143, 148, 1153]
section-heading: SURVEYORS.: [49, 665, 123, 677]
section-heading: TO BUSINESS MEN.: [498, 325, 608, 337]
ad-line: BY ORDER.: [580, 306, 626, 317]
article-paragraph: Asked to supplement his remarks at Dunedin regarding the possibility of some of the Civil Servants who had been retrenched, being taken back into the service, the Hon. J. A. Millar, told a Christchurch reporter that if conditions continued to improve at the rate they had recently improved, and the growth of the country's trade was maintained, there might be room for some of the retrenched in the service. If additional hands were required, preference would be given to those who had been retrenched, and had, while in the service, satisfactorily performed their duties. He had no information as to the number of men who intended to take advantage of the Government's offer to place them on the land. Applications were now being received, and the ballot would take place early in October.: [786, 467, 944, 656]
notice-body: September 5.—Otorohanga, XIII Sunday after Trinity, Morning Prayer and Holy Communion at 11 a.m.; Sunday School at 2 p.m.; Evening Prayer, 7 p.m. Te Kuiti 7 p.m.; Sunday School 2.30 p.m. Friday—Ladies Guild at 3 p.m. Choir Practice 7.45: [480, 816, 626, 880]
editorial-body: Credit is due to the Chamber of Commerce for having taken the initial steps with regard to the formation of a Borough and as pointed out before, it now remains with the townspeople to see the matter through.: [632, 331, 780, 394]
ad-body: And at Mr Wooley's, Chemist Otorohanga, each Wednesday from 11.30 a.m. to 3 p.m.: [8, 1017, 164, 1038]
ad-name: COMBINE: [343, 107, 455, 130]
notice-body: Sep. 5.—Otorohanga 11 a.m. Te Kuiti 7 p.m.: [480, 950, 626, 972]
article-paragraph: The Commonwealth naval contingent consists of one armoured cruiser, three other cruisers, six destroyers, and three submarines. This information is announced in correction of erroneous statements cabled from London.: [786, 412, 944, 465]
ad-line: Mr Kerr's Boarding House, Te Kuiti: [19, 1004, 153, 1015]
ad-line: All Description of Survey Work —— Undertaken ——: [21, 807, 151, 828]
notice-body: IMPOUNDED in Te Kuiti Public Pound:—1 Dark Brown Pony Gelding, one white hind fetlock, strap round neck, no visible brand. If not claimed and expenses paid will be sold at 12 noon on September 7, 1909.: [480, 172, 626, 235]
ad-line: Have removed to Naumai Buildings, Rora-Street, TE KUITI.: [12, 349, 160, 370]
ad-line: THOS. ELLIOTT, Mahoenui.: [371, 1533, 474, 1544]
ad-line: Licensed Interpreter,: [205, 157, 283, 168]
article-paragraph: For Children's Hacking Cough at night, use Woods Great Peppermint Cure, 1s 6d and 2s 6d.: [950, 1569, 1106, 1601]
ad-line: A. S. GRESHAM, Hon. Sec.: [218, 1142, 318, 1153]
section-heading: "HOME RULE.": [984, 984, 1072, 996]
masthead: KING COUNTRY CHRONICLE, MONDAY, AUG. 30, 1909.: [295, 6, 819, 27]
booking-event: Oct. 30—Austral Uniscope Company: [480, 1165, 574, 1186]
section-heading: NOTICE.: [219, 976, 269, 988]
section-heading: TO FOOTBALLERS.: [498, 256, 608, 268]
ad-name: F. W. Shortland,: [37, 479, 135, 495]
ad-line: Solicitor,: [70, 291, 102, 302]
ad-line: The Sight Specialist: [344, 616, 454, 632]
